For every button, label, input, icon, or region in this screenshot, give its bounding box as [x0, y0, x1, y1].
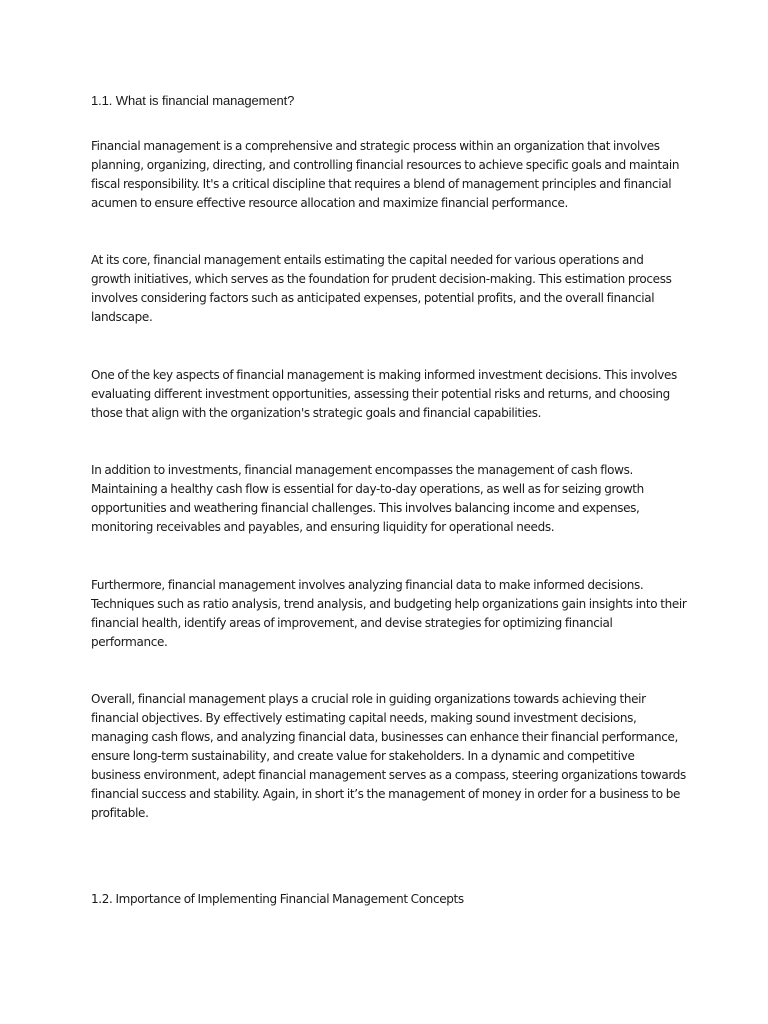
section-heading-1-2: 1.2. Importance of Implementing Financial Management Concepts — [91, 892, 464, 906]
paragraph-line: landscape. — [91, 310, 153, 324]
paragraph-line: acumen to ensure effective resource allocation and maximize financial performance. — [91, 196, 569, 210]
paragraph-line: One of the key aspects of financial management is making informed investment decisions. This involves — [91, 368, 677, 382]
paragraph-line: business environment, adept financial management serves as a compass, steering organizations towards — [91, 768, 686, 782]
paragraph-line: managing cash flows, and analyzing financial data, businesses can enhance their financial performance, — [91, 730, 679, 744]
paragraph-line: evaluating different investment opportunities, assessing their potential risks and returns, and choosing — [91, 387, 670, 401]
paragraph-line: Techniques such as ratio analysis, trend analysis, and budgeting help organizations gain insights into their — [91, 597, 687, 611]
paragraph-cash-flows — [91, 461, 691, 537]
paragraph-line: At its core, financial management entails estimating the capital needed for various operations and — [91, 253, 644, 267]
paragraph-line: planning, organizing, directing, and controlling financial resources to achieve specific goals and maintain — [91, 158, 680, 172]
paragraph-line: In addition to investments, financial management encompasses the management of cash flows. — [91, 463, 633, 477]
section-heading-1-1: 1.1. What is financial management? — [91, 93, 295, 108]
paragraph-capital-estimation — [91, 251, 691, 327]
paragraph-line: financial health, identify areas of improvement, and devise strategies for optimizing financial — [91, 616, 613, 630]
paragraph-line: Financial management is a comprehensive and strategic process within an organization that involves — [91, 139, 660, 153]
paragraph-line: Maintaining a healthy cash flow is essential for day-to-day operations, as well as for seizing growth — [91, 482, 644, 496]
paragraph-line: Furthermore, financial management involves analyzing financial data to make informed decisions. — [91, 578, 644, 592]
paragraph-line: monitoring receivables and payables, and ensuring liquidity for operational needs. — [91, 520, 555, 534]
paragraph-line: financial success and stability. Again, in short it’s the management of money in order for a business to be — [91, 787, 681, 801]
paragraph-line: those that align with the organization's strategic goals and financial capabilities. — [91, 406, 542, 420]
paragraph-line: growth initiatives, which serves as the foundation for prudent decision-making. This estimation process — [91, 272, 672, 286]
paragraph-line: ensure long-term sustainability, and create value for stakeholders. In a dynamic and competitive — [91, 749, 635, 763]
paragraph-financial-analysis — [91, 576, 691, 652]
paragraph-investment-decisions — [91, 366, 691, 423]
paragraph-line: profitable. — [91, 806, 149, 820]
paragraph-overall-summary — [91, 690, 691, 823]
paragraph-definition — [91, 137, 691, 213]
paragraph-line: performance. — [91, 635, 168, 649]
paragraph-line: financial objectives. By effectively estimating capital needs, making sound investment decisions, — [91, 711, 637, 725]
paragraph-line: fiscal responsibility. It's a critical discipline that requires a blend of management principles and financial — [91, 177, 672, 191]
paragraph-line: opportunities and weathering financial challenges. This involves balancing income and expenses, — [91, 501, 640, 515]
paragraph-line: involves considering factors such as anticipated expenses, potential profits, and the overall financial — [91, 291, 655, 305]
paragraph-line: Overall, financial management plays a crucial role in guiding organizations towards achieving their — [91, 692, 646, 706]
